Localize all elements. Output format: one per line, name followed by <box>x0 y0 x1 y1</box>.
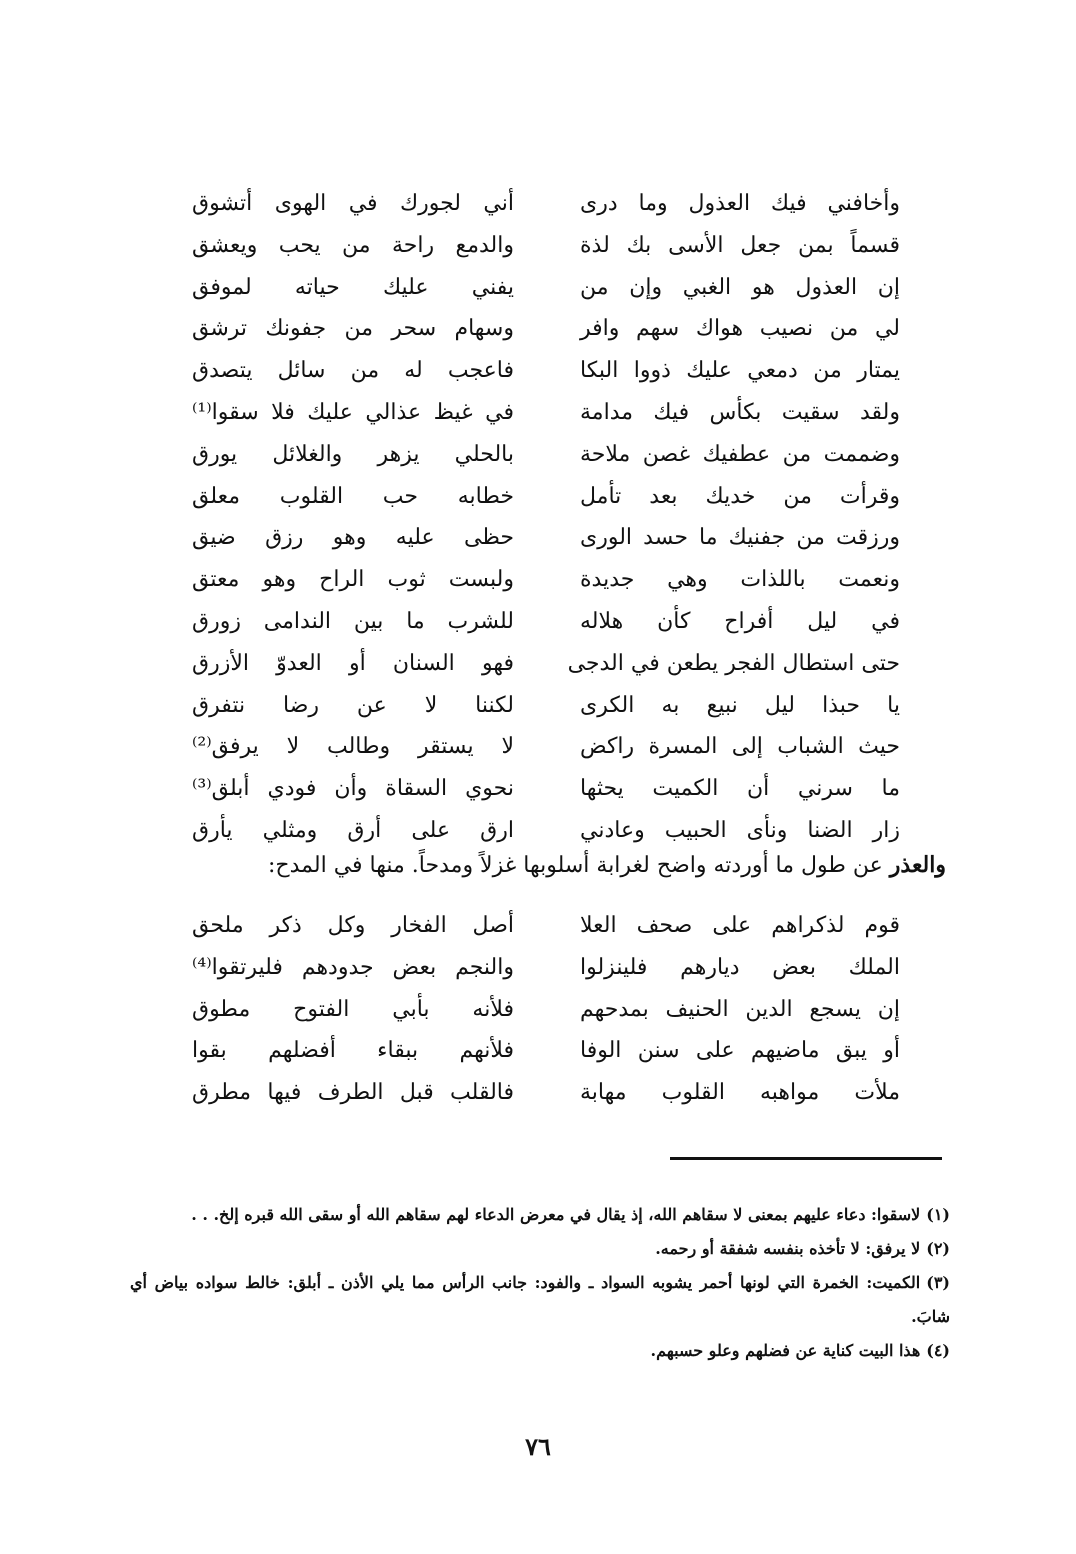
verse-line <box>190 905 900 947</box>
first-hemistich: يمتار من دمعي عليك ذووا البكا <box>580 358 900 384</box>
verse-line <box>190 517 900 559</box>
second-hemistich: والنجم بعض جدودهم فليرتقوا⁽⁴⁾ <box>192 954 514 980</box>
verse-line <box>190 183 900 225</box>
second-hemistich: وسهام سحر من جفونك ترشق <box>192 316 514 342</box>
prose-text: عن طول ما أوردته واضح لغرابة أسلوبها غزلاً ومدحاً. منها في المدح: <box>268 853 890 878</box>
first-hemistich: قسماً بمن جعل الأسى بك لذة <box>580 232 900 258</box>
first-hemistich: إن يسجع الدين الحنيف بمدحهم <box>580 996 900 1022</box>
second-hemistich: فلأنهم ببقاء أفضلهم بقوا <box>192 1038 514 1064</box>
verse-line <box>190 726 900 768</box>
first-hemistich: وأخافني فيك العذول وما درى <box>580 191 900 216</box>
verse-line <box>190 1072 900 1114</box>
second-hemistich: ولبست ثوب الراح وهو معتق <box>192 567 514 593</box>
verse-line <box>190 392 900 434</box>
verse-line <box>190 947 900 989</box>
verse-line <box>190 768 900 810</box>
first-hemistich: في ليل أفراح كأن هلاله <box>580 608 900 634</box>
first-hemistich: أو يبق ماضيهم على سنن الوفا <box>580 1038 900 1064</box>
footnote-text: هذا البيت كناية عن فضلهم وعلو حسبهم. <box>650 1341 921 1360</box>
second-hemistich: نحوي السقاة وأن فودي أبلق⁽³⁾ <box>192 776 514 802</box>
footnotes <box>130 1198 950 1368</box>
footnote-number: (١) <box>926 1205 950 1224</box>
verse-line <box>190 685 900 727</box>
poem-block-1 <box>190 183 900 852</box>
footnote-number: (٤) <box>926 1341 950 1360</box>
first-hemistich: وضممت من عطفيك غصن ملاحة <box>580 441 900 467</box>
verse-line <box>190 643 900 685</box>
page-number: ٧٦ <box>525 1432 551 1461</box>
footnote-text: لاسقوا: دعاء عليهم بمعنى لا سقاهم الله، إذ يقال في معرض الدعاء لهم سقاهم الله أو سقى الله قبره إلخ. . . <box>191 1205 921 1224</box>
footnote <box>130 1266 950 1334</box>
verse-line <box>190 434 900 476</box>
first-hemistich: وقرأت من خديك بعد تأمل <box>580 483 900 509</box>
second-hemistich: خطابه حب القلوب معلق <box>192 483 514 509</box>
verse-line <box>190 267 900 309</box>
verse-line <box>190 308 900 350</box>
footnote <box>130 1232 950 1266</box>
verse-line <box>190 350 900 392</box>
first-hemistich: الملك بعض ديارهم فلينزلوا <box>580 954 900 980</box>
first-hemistich: حتى استطال الفجر يطعن في الدجى <box>567 650 900 676</box>
verse-line <box>190 989 900 1031</box>
first-hemistich: ما سرني أن الكميت يحثها <box>580 776 900 802</box>
footnote <box>130 1198 950 1232</box>
second-hemistich: والدمع راحة من يحب ويعشق <box>192 232 514 258</box>
second-hemistich: أصل الفخار وكل ذكر ملحق <box>192 913 514 938</box>
first-hemistich: ولقد سقيت بكأس فيك مدامة <box>580 399 900 425</box>
prose-lead-word: والعذر <box>889 852 946 878</box>
verse-line <box>190 601 900 643</box>
verse-line <box>190 225 900 267</box>
second-hemistich: حظى عليه وهو رزق ضيق <box>192 525 514 551</box>
second-hemistich: لا يستقر وطالب لا يرفق⁽²⁾ <box>192 734 514 760</box>
first-hemistich: يا حبذا ليل نبيع به الكرى <box>580 692 900 718</box>
second-hemistich: في غيظ عذالي عليك فلا سقوا⁽¹⁾ <box>192 399 514 425</box>
second-hemistich: أني لجورك في الهوى أتشوق <box>192 191 514 216</box>
verse-line <box>190 476 900 518</box>
first-hemistich: ملأت مواهبه القلوب مهابة <box>580 1080 900 1106</box>
second-hemistich: يفني عليك حياته لموفق <box>192 274 514 300</box>
footnote-text: الكميت: الخمرة التي لونها أحمر يشوبه السواد ـ والفود: جانب الرأس مما يلي الأذن ـ أبلق: خالط سواده بياض أي شابَ. <box>130 1273 950 1326</box>
verse-line <box>190 810 900 852</box>
prose-line <box>268 852 946 878</box>
second-hemistich: فهو السنان أو العدوّ الأزرق <box>192 650 514 676</box>
verse-line <box>190 1030 900 1072</box>
first-hemistich: قوم لذكراهم على صحف العلا <box>580 913 900 938</box>
footnote-separator <box>670 1157 942 1160</box>
poem-block-2 <box>190 905 900 1114</box>
first-hemistich: ورزقت من جفنيك ما حسد الورى <box>580 525 900 551</box>
second-hemistich: للشرب ما بين الندامى زورق <box>192 608 514 634</box>
footnote-text: لا يرفق: لا تأخذه بنفسه شفقة أو رحمه. <box>655 1239 921 1258</box>
second-hemistich: لكننا لا عن رضا نتفرق <box>192 692 514 718</box>
second-hemistich: ارق على أرق ومثلي يأرق <box>192 817 514 843</box>
footnote-number: (٢) <box>926 1239 950 1258</box>
footnote-number: (٣) <box>926 1273 950 1292</box>
verse-line <box>190 559 900 601</box>
first-hemistich: زار الضنا ونأى الحبيب وعادني <box>580 817 900 843</box>
second-hemistich: فاعجب له من سائل يتصدق <box>192 358 514 384</box>
first-hemistich: ونعمت باللذات وهي جديدة <box>580 567 900 593</box>
second-hemistich: فالقلب قبل الطرف فيها مطرق <box>192 1080 514 1106</box>
first-hemistich: لي من نصيب هواك سهم وافر <box>580 316 900 342</box>
second-hemistich: بالحلي يزهر والغلائل يورق <box>192 441 514 467</box>
footnote <box>130 1334 950 1368</box>
first-hemistich: حيث الشباب إلى المسرة راكض <box>580 734 900 760</box>
first-hemistich: إن العذول هو الغبي وإن من <box>580 274 900 300</box>
second-hemistich: فلأنه بأبي الفتوح مطوق <box>192 996 514 1022</box>
